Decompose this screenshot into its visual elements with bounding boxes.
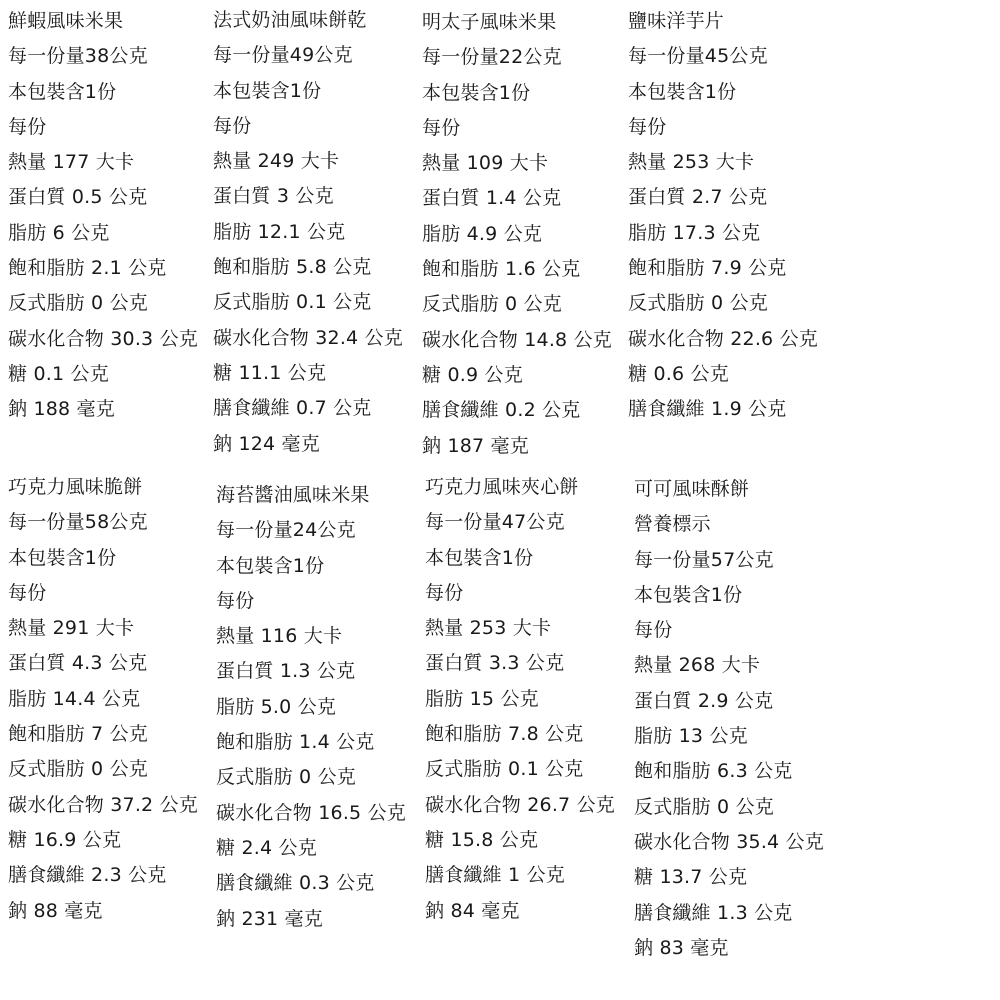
nutrition-line: 熱量 177 大卡 xyxy=(8,151,135,174)
nutrition-line: 每一份量47公克 xyxy=(425,511,565,534)
nutrition-line: 飽和脂肪 7 公克 xyxy=(8,723,148,746)
nutrition-line: 本包裝含1份 xyxy=(628,80,737,103)
product-title: 鮮蝦風味米果 xyxy=(8,10,124,32)
nutrition-line: 每一份量24公克 xyxy=(216,519,356,542)
nutrition-line: 反式脂肪 0 公克 xyxy=(8,758,148,781)
nutrition-line: 糖 0.6 公克 xyxy=(628,362,729,385)
nutrition-line: 熱量 109 大卡 xyxy=(422,152,549,175)
nutrition-line: 糖 0.1 公克 xyxy=(8,362,109,385)
nutrition-line: 膳食纖維 1 公克 xyxy=(425,864,565,887)
nutrition-line: 飽和脂肪 5.8 公克 xyxy=(213,256,372,279)
nutrition-line: 蛋白質 2.7 公克 xyxy=(628,186,768,209)
nutrition-line: 膳食纖維 1.3 公克 xyxy=(634,901,793,924)
nutrition-card xyxy=(216,478,406,937)
nutrition-line: 反式脂肪 0 公克 xyxy=(216,766,356,789)
nutrition-line: 熱量 253 大卡 xyxy=(628,151,755,174)
nutrition-line: 鈉 88 毫克 xyxy=(8,899,103,922)
nutrition-line: 碳水化合物 35.4 公克 xyxy=(634,830,824,853)
nutrition-line: 膳食纖維 1.9 公克 xyxy=(628,398,787,421)
nutrition-line: 碳水化合物 22.6 公克 xyxy=(628,327,818,350)
nutrition-line: 反式脂肪 0 公克 xyxy=(628,292,768,315)
nutrition-line: 本包裝含1份 xyxy=(422,81,531,104)
nutrition-line: 熱量 268 大卡 xyxy=(634,654,761,677)
nutrition-line: 飽和脂肪 1.4 公克 xyxy=(216,731,375,754)
nutrition-line: 碳水化合物 37.2 公克 xyxy=(8,793,198,816)
nutrition-line: 脂肪 15 公克 xyxy=(425,687,539,710)
nutrition-line: 反式脂肪 0 公克 xyxy=(8,292,148,315)
nutrition-line: 每一份量22公克 xyxy=(422,46,562,69)
nutrition-line: 每份 xyxy=(8,581,47,604)
nutrition-line: 脂肪 13 公克 xyxy=(634,725,748,748)
nutrition-line: 糖 13.7 公克 xyxy=(634,866,748,889)
product-title: 明太子風味米果 xyxy=(422,11,557,33)
nutrition-line: 鈉 84 毫克 xyxy=(425,899,520,922)
nutrition-line: 脂肪 17.3 公克 xyxy=(628,221,761,244)
nutrition-line: 每一份量45公克 xyxy=(628,45,768,68)
product-title: 海苔醬油風味米果 xyxy=(216,484,370,506)
nutrition-line: 每份 xyxy=(8,115,47,138)
product-title: 鹽味洋芋片 xyxy=(628,10,725,32)
nutrition-line: 鈉 231 毫克 xyxy=(216,907,323,930)
nutrition-line: 脂肪 4.9 公克 xyxy=(422,222,543,245)
nutrition-line: 熱量 116 大卡 xyxy=(216,625,343,648)
nutrition-line: 糖 0.9 公克 xyxy=(422,363,523,386)
nutrition-line: 蛋白質 1.3 公克 xyxy=(216,660,356,683)
product-title: 巧克力風味夾心餅 xyxy=(425,476,579,498)
nutrition-line: 飽和脂肪 2.1 公克 xyxy=(8,257,167,280)
nutrition-line: 糖 15.8 公克 xyxy=(425,828,539,851)
nutrition-line: 糖 2.4 公克 xyxy=(216,836,317,859)
nutrition-line: 每份 xyxy=(425,581,464,604)
nutrition-line: 本包裝含1份 xyxy=(634,583,743,606)
nutrition-line: 蛋白質 0.5 公克 xyxy=(8,186,148,209)
nutrition-line: 蛋白質 4.3 公克 xyxy=(8,652,148,675)
nutrition-line: 本包裝含1份 xyxy=(216,554,325,577)
nutrition-line: 鈉 83 毫克 xyxy=(634,936,729,959)
product-title: 巧克力風味脆餅 xyxy=(8,476,143,498)
nutrition-card xyxy=(628,4,818,428)
nutrition-line: 每份 xyxy=(634,619,673,642)
nutrition-line: 每份 xyxy=(216,589,255,612)
nutrition-line: 膳食纖維 0.2 公克 xyxy=(422,399,581,422)
nutrition-line: 蛋白質 2.9 公克 xyxy=(634,689,774,712)
nutrition-card xyxy=(425,470,615,929)
nutrition-line: 碳水化合物 14.8 公克 xyxy=(422,328,612,351)
nutrition-line: 每一份量38公克 xyxy=(8,45,148,68)
nutrition-line: 膳食纖維 0.7 公克 xyxy=(213,397,372,420)
nutrition-line: 糖 11.1 公克 xyxy=(213,361,327,384)
nutrition-line: 本包裝含1份 xyxy=(8,546,117,569)
nutrition-line: 飽和脂肪 1.6 公克 xyxy=(422,258,581,281)
nutrition-line: 每一份量57公克 xyxy=(634,548,774,571)
nutrition-line: 反式脂肪 0 公克 xyxy=(634,795,774,818)
nutrition-line: 蛋白質 3.3 公克 xyxy=(425,652,565,675)
nutrition-line: 反式脂肪 0.1 公克 xyxy=(213,291,372,314)
nutrition-card xyxy=(422,5,612,464)
nutrition-line: 飽和脂肪 7.9 公克 xyxy=(628,257,787,280)
nutrition-line: 膳食纖維 2.3 公克 xyxy=(8,864,167,887)
nutrition-line: 熱量 291 大卡 xyxy=(8,617,135,640)
nutrition-line: 鈉 124 毫克 xyxy=(213,432,320,455)
nutrition-line: 鈉 188 毫克 xyxy=(8,398,115,421)
nutrition-line: 反式脂肪 0.1 公克 xyxy=(425,758,584,781)
nutrition-line: 每一份量49公克 xyxy=(213,44,353,67)
nutrition-line: 每份 xyxy=(213,114,252,137)
product-title: 可可風味酥餅 xyxy=(634,478,750,500)
nutrition-line: 脂肪 14.4 公克 xyxy=(8,687,141,710)
nutrition-line: 碳水化合物 16.5 公克 xyxy=(216,801,406,824)
nutrition-line: 每一份量58公克 xyxy=(8,511,148,534)
nutrition-card xyxy=(634,472,824,966)
nutrition-line: 碳水化合物 26.7 公克 xyxy=(425,793,615,816)
nutrition-line: 飽和脂肪 7.8 公克 xyxy=(425,723,584,746)
nutrition-line: 熱量 249 大卡 xyxy=(213,150,340,173)
product-title: 法式奶油風味餅乾 xyxy=(213,9,367,31)
nutrition-line: 蛋白質 3 公克 xyxy=(213,185,334,208)
nutrition-line: 脂肪 12.1 公克 xyxy=(213,220,346,243)
nutrition-card xyxy=(8,470,198,929)
nutrition-line: 糖 16.9 公克 xyxy=(8,828,122,851)
nutrition-line: 每份 xyxy=(422,116,461,139)
nutrition-line: 每份 xyxy=(628,115,667,138)
nutrition-line: 反式脂肪 0 公克 xyxy=(422,293,562,316)
nutrition-line: 本包裝含1份 xyxy=(213,79,322,102)
nutrition-line: 脂肪 5.0 公克 xyxy=(216,695,337,718)
nutrition-line: 飽和脂肪 6.3 公克 xyxy=(634,760,793,783)
nutrition-line: 本包裝含1份 xyxy=(425,546,534,569)
nutrition-line: 蛋白質 1.4 公克 xyxy=(422,187,562,210)
nutrition-card xyxy=(8,4,198,428)
nutrition-line: 碳水化合物 32.4 公克 xyxy=(213,326,403,349)
nutrition-line: 鈉 187 毫克 xyxy=(422,434,529,457)
nutrition-line: 熱量 253 大卡 xyxy=(425,617,552,640)
nutrition-line: 本包裝含1份 xyxy=(8,80,117,103)
nutrition-line: 營養標示 xyxy=(634,513,711,536)
nutrition-line: 脂肪 6 公克 xyxy=(8,221,110,244)
nutrition-card xyxy=(213,3,403,462)
nutrition-line: 碳水化合物 30.3 公克 xyxy=(8,327,198,350)
nutrition-line: 膳食纖維 0.3 公克 xyxy=(216,872,375,895)
